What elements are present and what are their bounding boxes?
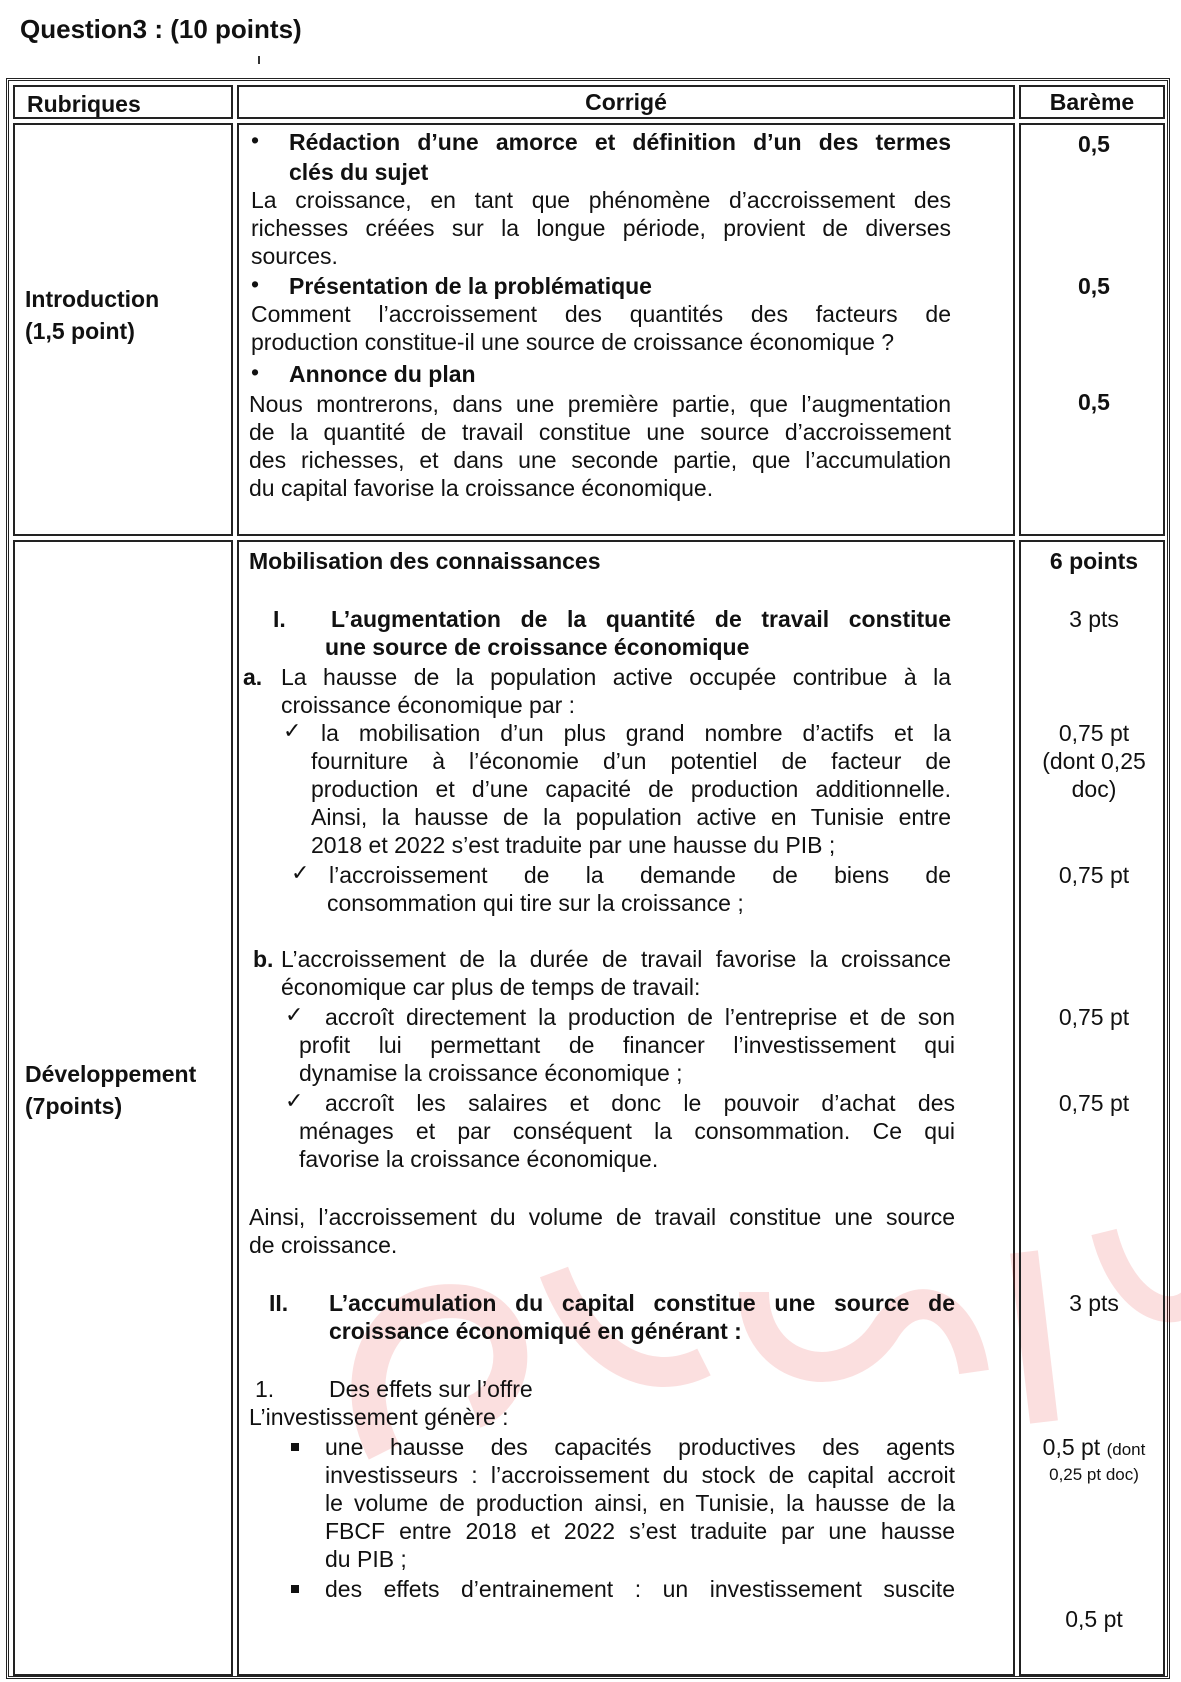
- sq1-line1: une hausse des capacités productives des agents: [325, 1434, 955, 1460]
- introduction-rubric-points: (1,5 point): [25, 318, 135, 344]
- header-rubriques: Rubriques: [13, 85, 233, 119]
- sq1-line2: investisseurs : l’accroissement du stock de capital accroit: [325, 1462, 955, 1488]
- intro-bullet1-text-line1: La croissance, en tant que phénomène d’accroissement des: [251, 187, 951, 213]
- a-check1-line5: 2018 et 2022 s’est traduite par une hausse du PIB ;: [311, 832, 836, 858]
- sq2-points: 0,5 pt: [1065, 1606, 1123, 1632]
- intro-bullet2-text-line2: production constitue-il une source de croissance économique ?: [251, 329, 895, 355]
- sq1-points-value: 0,5 pt: [1042, 1434, 1101, 1460]
- introduction-rubric-label: Introduction: [25, 286, 160, 312]
- part2-number: II.: [269, 1290, 289, 1316]
- intro-bullet1-title-line2: clés du sujet: [289, 159, 429, 185]
- a-label: a.: [243, 664, 263, 690]
- a-check1-line4: Ainsi, la hausse de la population active en Tunisie entre: [311, 804, 951, 830]
- developpement-rubric-label: Développement: [25, 1061, 197, 1087]
- part1-title-line1: L’augmentation de la quantité de travail constitue: [331, 606, 951, 632]
- b-check2-line3: favorise la croissance économique.: [299, 1146, 659, 1172]
- dev-heading-points: 6 points: [1049, 548, 1139, 574]
- a-check1-points-line2: (dont 0,25: [1042, 748, 1146, 774]
- check-icon: ✓: [285, 1088, 304, 1113]
- a-check1-line3: production et d’une capacité de production additionnelle.: [311, 776, 951, 802]
- b-label: b.: [253, 946, 274, 972]
- page-title: Question3 : (10 points): [20, 14, 302, 44]
- intro-bullet3-title: Annonce du plan: [289, 361, 476, 387]
- b-check2-points: 0,75 pt: [1058, 1090, 1130, 1116]
- sub1-number: 1.: [255, 1376, 275, 1402]
- intro-bullet1-text-line3: sources.: [251, 243, 338, 269]
- check-icon: ✓: [283, 718, 302, 743]
- intro-points-2: 0,5: [1078, 273, 1110, 299]
- developpement-corrige-cell: [237, 540, 1015, 1676]
- conclusion1-line2: de croissance.: [249, 1232, 398, 1258]
- introduction-row: [9, 123, 1167, 536]
- stray-mark: [258, 56, 260, 64]
- a-check1-points-line1: 0,75 pt: [1058, 720, 1130, 746]
- intro-bullet3-text-line2: de la quantité de travail constitue une source d’accroissement: [249, 419, 951, 445]
- header-bareme: Barème: [1019, 85, 1165, 119]
- b-check1-line1: accroît directement la production de l’entreprise et de son: [325, 1004, 955, 1030]
- bullet-icon: •: [251, 127, 260, 153]
- a-text-line2: croissance économique par :: [281, 692, 576, 718]
- header-corrige: Corrigé: [237, 85, 1015, 119]
- a-check2-line2: consommation qui tire sur la croissance ;: [327, 890, 744, 916]
- intro-bullet2-title: Présentation de la problématique: [289, 273, 652, 299]
- developpement-bareme-cell: [1019, 540, 1165, 1676]
- part2-points: 3 pts: [1069, 1290, 1119, 1316]
- developpement-rubric-points: (7points): [25, 1093, 123, 1119]
- conclusion1-line1: Ainsi, l’accroissement du volume de travail constitue une source: [249, 1204, 955, 1230]
- part1-title-line2: une source de croissance économique: [325, 634, 750, 660]
- intro-bullet3-text-line4: du capital favorise la croissance économique.: [249, 475, 714, 501]
- part1-number: I.: [273, 606, 286, 632]
- intro-points-3: 0,5: [1078, 389, 1110, 415]
- developpement-rubric-cell: [13, 540, 233, 1676]
- a-check1-points-line3: doc): [1071, 776, 1117, 802]
- bullet-icon: •: [251, 359, 260, 385]
- a-check1-line2: fourniture à l’économie d’un potentiel de facteur de: [311, 748, 951, 774]
- grading-table: [6, 78, 1170, 1679]
- b-check2-line1: accroît les salaires et donc le pouvoir d’achat des: [325, 1090, 955, 1116]
- square-bullet-icon: [291, 1585, 299, 1593]
- check-icon: ✓: [285, 1002, 304, 1027]
- check-icon: ✓: [291, 860, 310, 885]
- introduction-bareme-cell: [1019, 123, 1165, 536]
- sq1-line4: FBCF entre 2018 et 2022 s’est traduite par une hausse: [325, 1518, 955, 1544]
- b-check1-line2: profit lui permettant de financer l’investissement qui: [299, 1032, 955, 1058]
- sq1-line3: le volume de production ainsi, en Tunisie, la hausse de la: [325, 1490, 955, 1516]
- table-header-row: [9, 85, 1167, 119]
- bullet-icon: •: [251, 271, 260, 297]
- dev-heading: Mobilisation des connaissances: [249, 548, 601, 574]
- sq1-points-line2: 0,25 pt doc): [1049, 1465, 1139, 1484]
- a-text-line1: La hausse de la population active occupée contribue à la: [281, 664, 951, 690]
- intro-points-1: 0,5: [1078, 131, 1110, 157]
- developpement-row: [9, 540, 1167, 1676]
- intro-bullet3-text-line3: des richesses, et dans une seconde partie, que l’accumulation: [249, 447, 951, 473]
- intro-bullet2-text-line1: Comment l’accroissement des quantités des facteurs de: [251, 301, 951, 327]
- introduction-rubric-cell: [13, 123, 233, 536]
- part2-title-line2: croissance économiqué en générant :: [329, 1318, 742, 1344]
- b-check1-line3: dynamise la croissance économique ;: [299, 1060, 683, 1086]
- part2-title-line1: L’accumulation du capital constitue une source de: [329, 1290, 955, 1316]
- sq1-points-dont: (dont: [1106, 1440, 1146, 1459]
- introduction-corrige-cell: [237, 123, 1015, 536]
- sq2-line1: des effets d’entrainement : un investissement suscite: [325, 1576, 955, 1602]
- sub1-title: Des effets sur l’offre: [329, 1376, 533, 1402]
- sub1-intro: L’investissement génère :: [249, 1404, 509, 1430]
- a-check2-points: 0,75 pt: [1058, 862, 1130, 888]
- b-text-line2: économique car plus de temps de travail:: [281, 974, 701, 1000]
- intro-bullet1-text-line2: richesses créées sur la longue période, provient de diverses: [251, 215, 951, 241]
- b-text-line1: L’accroissement de la durée de travail favorise la croissance: [281, 946, 951, 972]
- intro-bullet1-title-line1: Rédaction d’une amorce et définition d’un des termes: [289, 129, 951, 155]
- b-check2-line2: ménages et par conséquent la consommation. Ce qui: [299, 1118, 955, 1144]
- sq1-line5: du PIB ;: [325, 1546, 407, 1572]
- part1-points: 3 pts: [1069, 606, 1119, 632]
- square-bullet-icon: [291, 1443, 299, 1451]
- a-check2-line1: l’accroissement de la demande de biens de: [329, 862, 951, 888]
- a-check1-line1: la mobilisation d’un plus grand nombre d’actifs et la: [321, 720, 951, 746]
- b-check1-points: 0,75 pt: [1058, 1004, 1130, 1030]
- intro-bullet3-text-line1: Nous montrerons, dans une première partie, que l’augmentation: [249, 391, 951, 417]
